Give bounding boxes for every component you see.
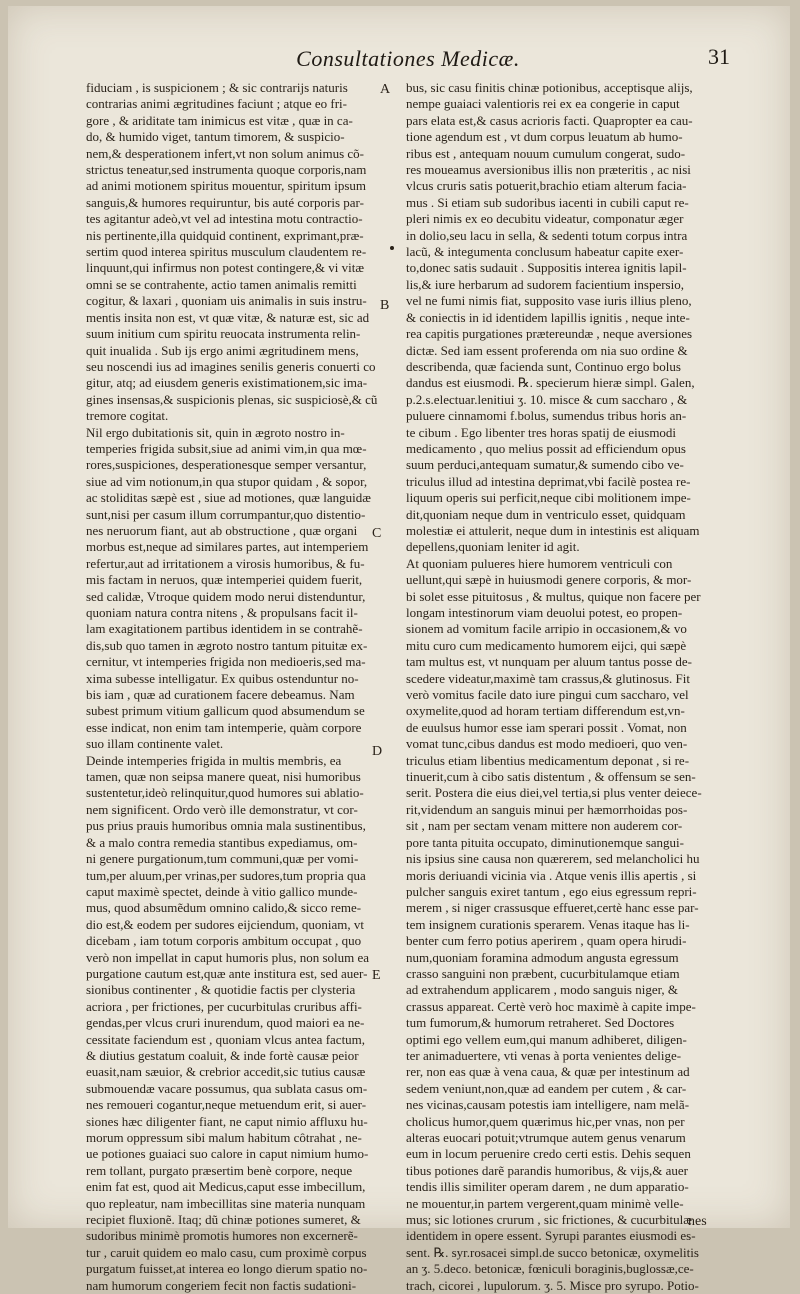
right-column-line: alteras euocari potuit;vtrumque autem genus venarum (406, 1130, 686, 1145)
left-column-line: suum initium cum spiritu reuocata instrumenta relin- (86, 326, 361, 342)
right-column-line: nes vicinas,causam potestis iam intelligere, nam melã- (406, 1097, 690, 1113)
left-column-line: Deinde intemperies frigida in multis membris, ea (86, 752, 342, 768)
right-column-line: moris deriuandi vicinia via . Atque venis illis apertis , si (406, 867, 697, 883)
right-column-line: mus . Si etiam sub sudoribus iacenti in cubili caput re- (406, 194, 689, 210)
left-column-line: sed calidæ, Vtroque quidem modo nerui distenduntur, (86, 588, 366, 604)
right-column-line: tendis illis similiter operam darem , ne dum apparatio- (406, 1179, 689, 1195)
left-column-line: & diutius gestatum coaluit, & inde fortè causæ peior (86, 1047, 359, 1063)
right-column-line: ribus est , antequam nouum cumulum congerat, sudo- (406, 145, 686, 161)
left-column-line: euasit,nam sæuior, & crebrior accedit,sic tutius causæ (86, 1064, 366, 1080)
left-column-line: linquunt,qui infirmus non potest contingere,& vi vitæ (86, 260, 365, 276)
left-column-line: nam humorum congeriem fecit non factis sudationi- (86, 1277, 357, 1293)
left-column-line: nis pertinente,illa quidquid continent, exprimant,præ- (86, 227, 364, 243)
left-column-line: pus prius prauis humoribus omnia mala sustinentibus, (86, 818, 366, 834)
right-column-line: scedere videatur,maximè tam crassus,& glutinosus. Fit (406, 670, 690, 686)
left-column-line: mentis insita non est, vt quæ vitæ, & naturæ est, sic ad (86, 309, 370, 325)
left-column-line: siones hæc diligenter fiant, ne caput nimio affluxu hu- (86, 1113, 368, 1129)
left-column-line: sertim quod interea spiritus musculum claudentem re- (86, 244, 367, 260)
catchword: nes (688, 1214, 707, 1229)
left-column-line: ac stoliditas sæpè est , siue ad motiones, quæ languidæ (86, 490, 371, 506)
right-column-line: ad extrahendum applicarem , modo sanguis niger, & (406, 982, 679, 998)
right-column-line: liquum operis sui perficit,neque cibi molitionem impe- (406, 490, 691, 506)
right-column-line: bus, sic casu finitis chinæ potionibus, acceptisque alijs, (406, 80, 693, 95)
left-column-line: morum oppressum sibi malum habitum côtrahat , ne- (86, 1130, 362, 1145)
left-column-line: & a malo contra remedia stantibus expediamus, om- (86, 834, 358, 850)
section-marker-c: C (372, 526, 382, 541)
left-column-line: gitur, atq; ad eiusdem generis existimationem,sic ima- (86, 375, 368, 391)
left-column-line: nem significent. Ordo verò ille demonstratur, vt cor- (86, 801, 358, 817)
right-column-line: puluere cinnamomi f.bolus, sumendus tribus horis an- (406, 408, 687, 424)
right-column-line: eum in locum peruenire credo certi estis. Dehis sequen (406, 1146, 691, 1162)
right-column-line: serit. Postera die eius diei,vel tertia,si plus venter deiece- (406, 785, 702, 801)
right-column-line: verò vomitus facile dato iure pingui cum saccharo, vel (406, 687, 689, 703)
left-column-line: recipiet fluxionẽ. Itaq; dũ chinæ potiones sumeret, & (86, 1212, 361, 1228)
right-column-line: crassus appareat. Certè verò hoc maximè à capite impe- (406, 998, 696, 1014)
right-column-line: suum perduci,antequam sumatur,& sumendo cibo ve- (406, 457, 684, 473)
left-column-line: subest primum vitium gallicum quod absumendum se (86, 703, 365, 719)
right-column-line: mitu curo cum medicamento humorem eijci, qui sæpè (406, 637, 687, 653)
left-column-line: tamen, quæ non seipsa manere queat, nisi humoribus (86, 769, 361, 785)
left-column-line: nes remoueri cogantur,neque metuendum erit, si auer- (86, 1097, 367, 1113)
gutter-dot (390, 246, 394, 250)
right-column-line: sent. ℞. syr.rosacei simpl.de succo betonicæ, oxymelitis (406, 1244, 699, 1260)
right-column-line: tem insignem curationis sperarem. Venas itaque has li- (406, 916, 690, 932)
left-column-line: temperies frigida subsit,siue ad animi vim,in qua mœ- (86, 440, 367, 456)
page-number: 31 (708, 44, 730, 69)
right-column-line: bi solet esse pituitosus , & multus, quique non facere per (406, 588, 701, 604)
left-column-line: strictus teneatur,sed instrumenta quoque corporis,nam (86, 162, 367, 178)
right-column-line: medicamento , quo melius possit ad efficiendum opus (406, 440, 686, 456)
left-column-line: omni se se contrahente, actio tamen animalis remitti (86, 276, 357, 292)
right-column-line: rer, non eas quæ à vena caua, & quæ per intestinum ad (406, 1064, 690, 1080)
right-column-line: rea capitis purgationes prætereundæ , neque aversiones (406, 326, 693, 342)
section-marker-e: E (372, 968, 381, 983)
left-column-line: fiduciam , is suspicionem ; & sic contrarijs naturis (86, 80, 348, 95)
right-column-line: merem , si niger crassusque effueret,certè hanc esse par- (406, 900, 699, 916)
left-column-line: submouendæ vacare possumus, qua sublata casus om- (86, 1080, 368, 1096)
right-column-line: pore tanta pituita occupato, diminutionemque sangui- (406, 834, 684, 850)
running-title: Consultationes Medicæ. (296, 46, 520, 71)
left-column-line: tes agitantur adeò,vt vel ad intestina motu contractio- (86, 211, 363, 227)
right-column-line: cholicus humor,quem quærimus hic,per vnas, non per (406, 1113, 685, 1129)
left-column-line: quit inualida . Sub ijs ergo animi ægritudinem mens, (86, 342, 359, 358)
right-column-line: rit,videndum an sanguis minui per hæmorrhoidas pos- (406, 801, 688, 817)
right-column-line: nempe guaiaci valentioris rei ex ea congerie in caput (406, 96, 680, 112)
right-column-line: p.2.s.electuar.lenitiui ʒ. 10. misce & cum saccharo , & (406, 391, 688, 407)
right-column-line: trach, cicorei , lupulorum. ʒ. 5. Misce pro syrupo. Potio- (406, 1277, 699, 1293)
right-column-line: ne mouentur,in partem vergerent,quam minimè velle- (406, 1195, 684, 1211)
left-column-line: morbus est,neque ad similares partes, aut intemperiem (86, 539, 369, 555)
right-column-line: vomat tunc,cibus dandus est modo medioeri, quo ven- (406, 736, 688, 752)
left-column-line: ni genere purgationum,tum communi,quæ per vomi- (86, 851, 359, 867)
right-column (406, 80, 722, 1293)
left-column-line: suo illam continente valet. (86, 736, 224, 752)
left-column-line: quo repleatur, nam imbecillitas sine materia nunquam (86, 1195, 366, 1211)
right-column-line: num,quoniam foramina admodum angusta egressum (406, 949, 679, 965)
left-column-line: dis,sub quo tamen in ægroto nostro tantum pituitæ ex- (86, 637, 368, 653)
left-column-line: ue potiones guaiaci suo calore in caput nimium humo- (86, 1146, 369, 1162)
left-column-line: rores,suspiciones, desperationesque semper versantur, (86, 457, 367, 473)
left-column-line: quoniam natura contra nitens , & propulsans facit il- (86, 605, 358, 620)
section-marker-a: A (380, 82, 391, 97)
right-column-line: tam multus est, vt nunquam per aluum tantus posse de- (406, 654, 692, 670)
right-column-line: At quoniam pulueres hiere humorem ventriculi con (406, 555, 673, 571)
left-column-line: gore , & ariditate tam inimicus est vitæ , quæ in ca- (86, 112, 353, 128)
left-column-line: sunt,nisi per casum illum corrumpantur,quo distentio- (86, 506, 366, 522)
right-column-line: uellunt,qui sæpè in huiusmodi genere corporis, & mor- (406, 572, 692, 588)
left-column-line: verò non impellat in caput humoris plus, non solum ea (86, 949, 370, 965)
left-column-line: esse indicat, non enim tam intemperie, quàm corpore (86, 719, 362, 735)
right-column-line: an ʒ. 5.deco. betonicæ, fœniculi boraginis,buglossæ,ce- (406, 1261, 694, 1277)
left-column-line: sustentetur,ideò relinquitur,quod humores sui ablatio- (86, 785, 364, 801)
right-column-line: pars elata est,& casus acrioris facti. Quapropter ea cau- (406, 112, 693, 128)
right-column-line: ter animaduertere, vti venas à porta venientes delige- (406, 1047, 682, 1063)
left-column-line: purgatione cautum est,quæ ante institura est, sed auer- (86, 965, 368, 981)
left-column-line: sudoribus minimè promotis humores non excernerẽ- (86, 1228, 358, 1244)
right-column-line: longam intestinorum viam deuolui potest, eo propen- (406, 605, 683, 620)
right-column-line: tione agendum est , vt dum corpus leuatum ab humo- (406, 129, 683, 145)
right-column-line: tinuerit,cum à cibo satis distentum , & offensum se sen- (406, 769, 696, 785)
left-column-line: caput maximè spectet, deinde à vitio gallico munde- (86, 883, 358, 899)
right-column-line: identidem in opere essent. Syrupi parantes eiusmodi es- (406, 1228, 696, 1244)
page-sheet (8, 6, 790, 1293)
right-column-line: benter cum ferro potius aperirem , quam opera hirudi- (406, 933, 687, 949)
left-column-line: cernitur, vt intemperies frigida non medioeris,sed ma- (86, 654, 366, 670)
left-column-line: nem,& desperationem infert,vt non solum animus cõ- (86, 145, 364, 161)
right-column-line: describenda, quæ facienda sunt, Continuo ergo bolus (406, 358, 681, 374)
right-column-line: nis ipsius sine causa non quærerem, sed melancholici hu (406, 851, 700, 867)
right-column-line: lis,& iure herbarum ad sudorem facientium inspersio, (406, 276, 684, 292)
left-column-line: sionibus continenter , & quotidie factis per clysteria (86, 982, 356, 998)
left-column-line: cogitur, & laxari , quoniam uis animalis in suis instru- (86, 293, 367, 309)
left-column-line: cessitate faciendum est , quoniam vlcus antea factum, (86, 1031, 366, 1047)
right-column-line: tibus potiones darẽ parandis humoribus, & vijs,& auer (406, 1162, 688, 1178)
right-column-line: lacũ, & integumenta conclusum habeatur capite exer- (406, 244, 684, 260)
right-column-line: & coniectis in id identidem lapillis ignitis , neque inte- (406, 309, 690, 325)
left-column-line: dio est,& eodem per sudores eijciendum, quoniam, vt (86, 916, 364, 932)
right-column-line: res moueamus aversionibus illis non præteritis , ac nisi (406, 162, 691, 178)
right-column-line: pleri nimis ex eo decubitu videatur, componatur æger (406, 211, 684, 227)
left-column-line: enim fat est, quod ait Medicus,caput esse imbecillum, (86, 1179, 366, 1195)
right-column-line: dit,quoniam neque dum in ventriculo esset, quidquam (406, 506, 686, 522)
left-column-line: gendas,per vlcus cruri inurendum, quod maiori ea ne- (86, 1015, 365, 1031)
right-column-line: dandus est eiusmodi. ℞. specierum hieræ simpl. Galen, (406, 375, 695, 391)
left-column-line: gines insensas,& suspicionis plenas, sic suspiciosè,& cũ (86, 391, 378, 407)
right-column-line: depellens,quoniam leniter id agit. (406, 539, 580, 555)
right-column-line: molestiæ ei attulerit, neque dum in intestinis est aliquam (406, 522, 700, 538)
right-column-line: in dolio,seu lacu in sella, & sedenti totum corpus intra (406, 227, 688, 243)
left-column-line: purgatum fuisset,at interea eo longo dierum spatio no- (86, 1261, 368, 1277)
left-column-line: seu noscendi ius ad imagines senilis generis conuerti co (86, 358, 376, 374)
left-column-line: tremore cogitat. (86, 408, 169, 424)
left-column-line: ad animi motionem spiritus mouentur, spiritum ipsum (86, 178, 367, 194)
right-column-line: triculus illud ad intestina deprimat,vbi facilè postea re- (406, 473, 691, 489)
right-column-line: vel ne fumi nimis fiat, supposito vase iuris illius pleno, (406, 293, 692, 309)
left-column-line: lam exagitationem partibus identidem in se contrahẽ- (86, 621, 363, 637)
right-column-line: vlcus cruris satis potuerit,brachio etiam alterum facia- (406, 178, 687, 194)
section-marker-d: D (372, 744, 383, 759)
right-column-line: de euulsus humor esse iam sperari possit . Vomat, non (406, 719, 687, 735)
left-column (86, 80, 402, 1293)
left-column-line: sanguis,& humores requiruntur, bis auté corporis par- (86, 194, 364, 210)
section-marker-b: B (380, 298, 390, 313)
left-column-line: nes neruorum fiant, aut ab obstructione , quæ organi (86, 522, 358, 538)
left-column-line: tur , caruit quidem eo malo casu, cum proximè corpus (86, 1244, 367, 1260)
left-column-line: bis iam , quæ ad curationem facere debeamus. Nam (86, 687, 355, 703)
left-column-line: do, & humido viget, tantum timorem, & suspicio- (86, 129, 345, 145)
left-column-line: acriora , per frictiones, per cucurbitulas cruribus affi- (86, 998, 362, 1014)
right-column-line: to,donec satis sudauit . Suppositis interea ignitis lapil- (406, 260, 687, 276)
right-column-line: sionem ad vomitum facile arripio in occasionem,& vo (406, 621, 687, 637)
right-column-line: sit , nam per sectam venam mittere non auderem cor- (406, 818, 683, 834)
left-column-line: siue ad vim notionum,in qua stupor quidam , & sopor, (86, 473, 368, 489)
left-column-line: rem tollant, purgato præsertim benè corpore, neque (86, 1162, 353, 1178)
right-column-line: sedem veniunt,non,quæ ad eandem per cutem , & car- (406, 1080, 687, 1096)
left-column-line: Nil ergo dubitationis sit, quin in ægroto nostro in- (86, 424, 345, 440)
left-column-line: refertur,aut ad irritationem a virosis humoribus, & fu- (86, 555, 365, 571)
left-column-line: contrarias animi ægritudines faciunt ; atque eo fri- (86, 96, 347, 112)
right-column-line: pulcher sanguis exiret tantum , ego eius egressum repri- (406, 883, 697, 899)
right-column-line: optimi ego vellem eum,qui manum adhiberet, diligen- (406, 1031, 687, 1047)
right-column-line: mus; sic lotiones crurum , sic frictiones, & cucurbitulæ (406, 1212, 692, 1228)
left-column-line: mis factam in neruos, quæ intemperiei quidem fuerit, (86, 572, 363, 588)
right-column-line: tum fumorum,& humorum retraheret. Sed Doctores (406, 1015, 675, 1031)
right-column-line: crasso sanguini non præbent, cucurbitulamque etiam (406, 965, 680, 981)
left-column-line: mus, quod absumẽdum omnino calido,& sicco reme- (86, 900, 362, 916)
left-column-line: tum,per aluum,per vrinas,per sudores,tum propria qua (86, 867, 366, 883)
right-column-line: te cibum . Ego libenter tres horas spatij de eiusmodi (406, 424, 677, 440)
left-column-line: dicebam , iam totum corporis ambitum occupat , quo (86, 933, 362, 949)
right-column-line: oxymelite,quod ad horam tertiam differendum est,vn- (406, 703, 685, 719)
left-column-line: xima subesse intelligatur. Ex quibus ostenduntur no- (86, 670, 359, 686)
right-column-line: dictæ. Sed iam essent proferenda om nia suo ordine & (406, 342, 688, 358)
right-column-line: triculus etiam libentius medicamentum deponat , si re- (406, 752, 690, 768)
